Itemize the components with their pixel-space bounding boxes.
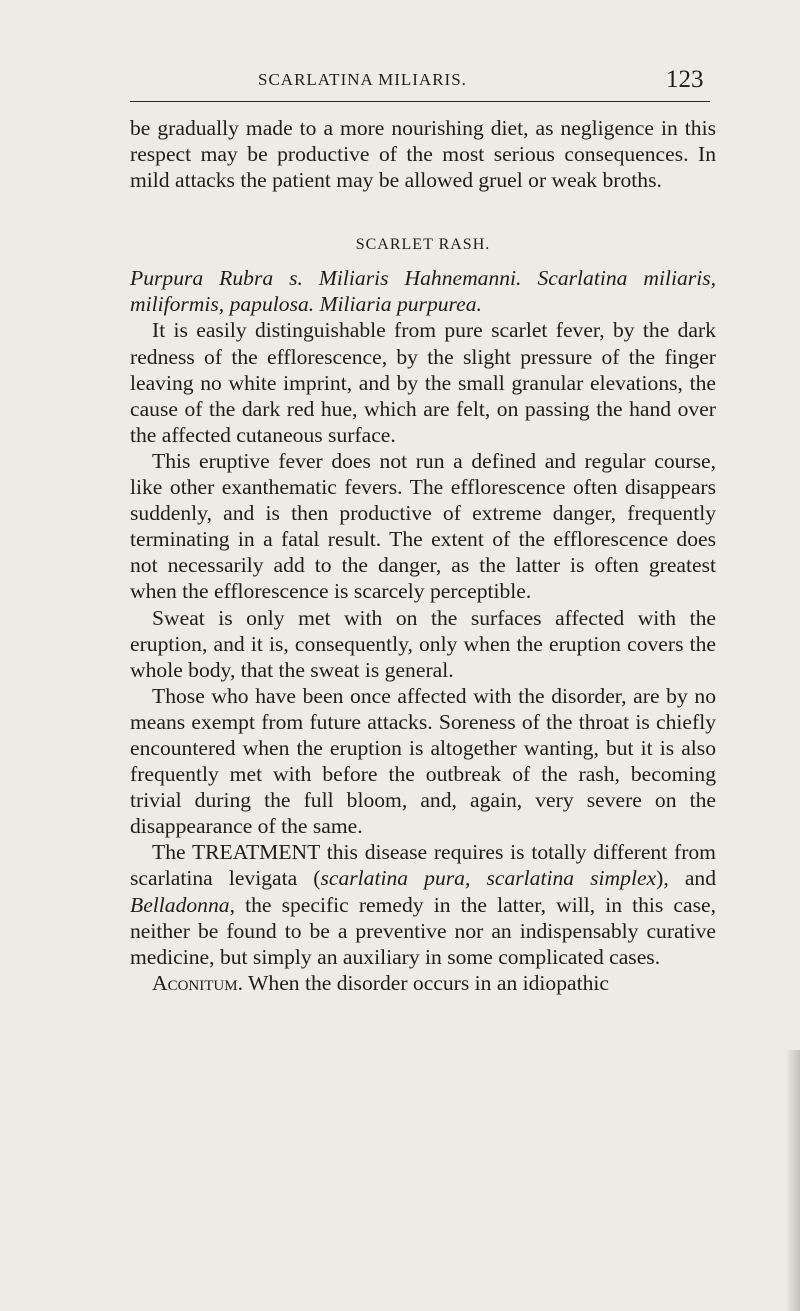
paragraph-aconitum — [130, 970, 716, 996]
treatment-heading: TREATMENT — [191, 840, 320, 865]
paragraph-treatment — [130, 839, 716, 969]
treatment-text: , the specific remedy in the latter, will, in this case, neither be found to be a preventive nor an indispensably curative medicine, but simply an auxiliary in some complicated cases. — [130, 892, 716, 969]
paragraph-attacks: Those who have been once affected with the disorder, are by no means exempt from future attacks. Soreness of the throat is chiefly encountered when the eruption is altogether wanting, but it is also frequently met with before the outbreak of the rash, becoming trivial during the full bloom, and, again, very severe on the disappearance of the same. — [130, 683, 716, 839]
treatment-synonyms: scarlatina pura, scarlatina simplex — [320, 866, 657, 891]
remedy-text: When the disorder occurs in an idiopathic — [248, 970, 609, 995]
page-edge-shadow — [786, 1050, 800, 1311]
treatment-text: ), and — [656, 866, 716, 891]
section-title: SCARLET RASH. — [355, 236, 491, 254]
treatment-text: this disease requires is totally different from scarlatina levigata ( — [130, 840, 716, 891]
synonyms-line: Purpura Rubra s. Miliaris Hahnemanni. Scarlatina miliaris, miliformis, papulosa. Miliaria purpurea. — [130, 266, 716, 317]
header-rule — [130, 101, 710, 102]
page-number: 123 — [666, 66, 704, 93]
remedy-name: Aconitum. — [152, 970, 243, 995]
body-text — [130, 115, 716, 996]
paragraph-sweat: Sweat is only met with on the surfaces affected with the eruption, and it is, consequently, only when the eruption covers the whole body, that the sweat is general. — [130, 605, 716, 682]
continuation-paragraph: be gradually made to a more nourishing diet, as negligence in this respect may be productive of the most serious consequences. In mild attacks the patient may be allowed gruel or weak broths. — [130, 116, 716, 193]
paragraph-course: This eruptive fever does not run a defined and regular course, like other exanthematic fevers. The efflorescence often disappears suddenly, and is then productive of extreme danger, frequently terminating in a fatal result. The extent of the efflorescence does not necessarily add to the danger, as the latter is often greatest when the efflorescence is scarcely perceptible. — [130, 448, 716, 604]
treatment-text: The — [152, 840, 186, 865]
running-head: SCARLATINA MILIARIS. — [258, 70, 467, 89]
paragraph-distinction: It is easily distinguishable from pure scarlet fever, by the dark redness of the efflorescence, by the slight pressure of the finger leaving no white imprint, and by the small granular elevations, the cause of the dark red hue, which are felt, on passing the hand over the affected cutaneous surface. — [130, 318, 716, 447]
belladonna-name: Belladonna — [130, 892, 230, 917]
